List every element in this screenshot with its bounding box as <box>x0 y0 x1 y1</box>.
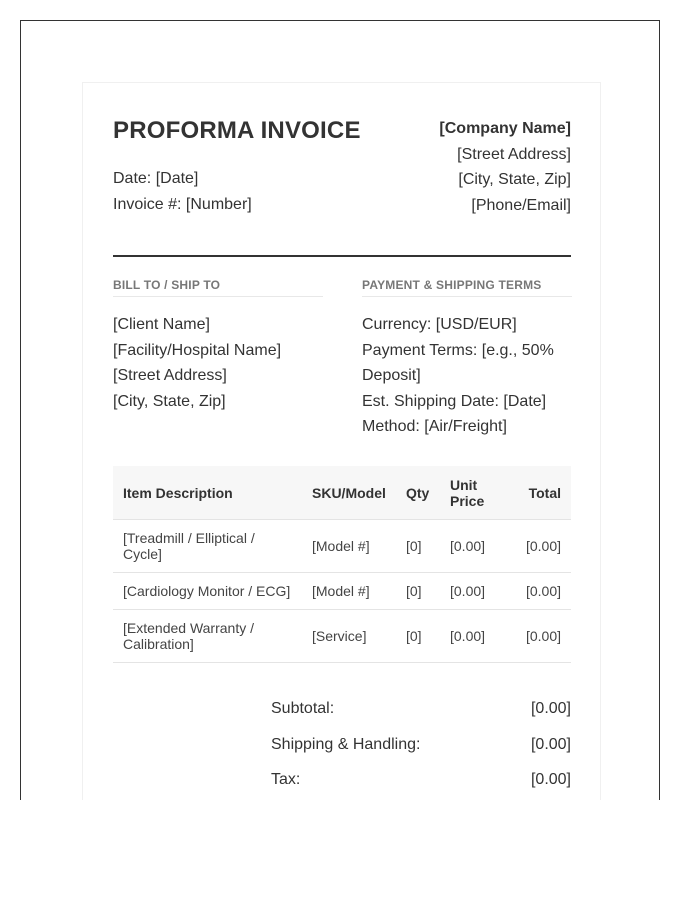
header-qty: Qty <box>396 466 440 520</box>
cell-description: [Treadmill / Elliptical / Cycle] <box>113 520 302 573</box>
bill-to-city: [City, State, Zip] <box>113 392 226 410</box>
terms-heading: PAYMENT & SHIPPING TERMS <box>362 278 572 297</box>
tax-label: Tax: <box>271 771 301 788</box>
cell-sku: [Service] <box>302 610 396 663</box>
cell-qty: [0] <box>396 610 440 663</box>
shipping-label: Shipping & Handling: <box>271 735 421 753</box>
company-name: [Company Name] <box>439 120 571 137</box>
header-total: Total <box>513 466 571 520</box>
cell-unit-price: [0.00] <box>440 573 513 610</box>
header-unit-price: Unit Price <box>440 466 513 520</box>
table-row <box>113 573 571 610</box>
cell-total: [0.00] <box>513 520 571 573</box>
shipping-value: [0.00] <box>530 735 571 753</box>
terms-currency: Currency: [USD/EUR] <box>362 316 517 333</box>
header-divider <box>113 255 571 257</box>
table-row <box>113 610 571 663</box>
company-street: [Street Address] <box>457 145 571 163</box>
bill-to-heading: BILL TO / SHIP TO <box>113 278 323 297</box>
terms-payment: Payment Terms: [e.g., 50% Deposit] <box>362 341 554 384</box>
invoice-date: Date: [Date] <box>113 170 199 187</box>
terms-method: Method: [Air/Freight] <box>362 418 507 435</box>
cell-unit-price: [0.00] <box>440 610 513 663</box>
invoice-page <box>82 82 601 800</box>
cell-unit-price: [0.00] <box>440 520 513 573</box>
items-header-row <box>113 466 571 520</box>
header-sku-model: SKU/Model <box>302 466 396 520</box>
cell-qty: [0] <box>396 520 440 573</box>
tax-row <box>271 771 571 800</box>
cell-description: [Extended Warranty / Calibration] <box>113 610 302 663</box>
invoice-title: PROFORMA INVOICE <box>113 117 361 144</box>
bill-to-street: [Street Address] <box>113 367 227 384</box>
cell-qty: [0] <box>396 573 440 610</box>
company-info <box>439 116 571 218</box>
bill-to-client: [Client Name] <box>113 316 210 333</box>
header-item-description: Item Description <box>113 466 302 520</box>
subtotal-row <box>271 700 571 736</box>
subtotal-label: Subtotal: <box>271 700 335 717</box>
document-frame <box>20 20 660 800</box>
company-contact: [Phone/Email] <box>471 196 571 214</box>
terms-section <box>362 278 572 440</box>
bill-to-facility: [Facility/Hospital Name] <box>113 341 282 359</box>
company-city: [City, State, Zip] <box>458 171 571 188</box>
terms-shipping-date: Est. Shipping Date: [Date] <box>362 392 547 410</box>
bill-to-section <box>113 278 323 414</box>
cell-sku: [Model #] <box>302 520 396 573</box>
cell-total: [0.00] <box>513 573 571 610</box>
cell-total: [0.00] <box>513 610 571 663</box>
table-row <box>113 520 571 573</box>
cell-sku: [Model #] <box>302 573 396 610</box>
items-table <box>113 466 571 663</box>
tax-value: [0.00] <box>530 771 571 788</box>
cell-description: [Cardiology Monitor / ECG] <box>113 573 302 610</box>
totals-section <box>271 700 571 800</box>
subtotal-value: [0.00] <box>530 700 571 717</box>
shipping-row <box>271 736 571 772</box>
invoice-number: Invoice #: [Number] <box>113 196 252 213</box>
